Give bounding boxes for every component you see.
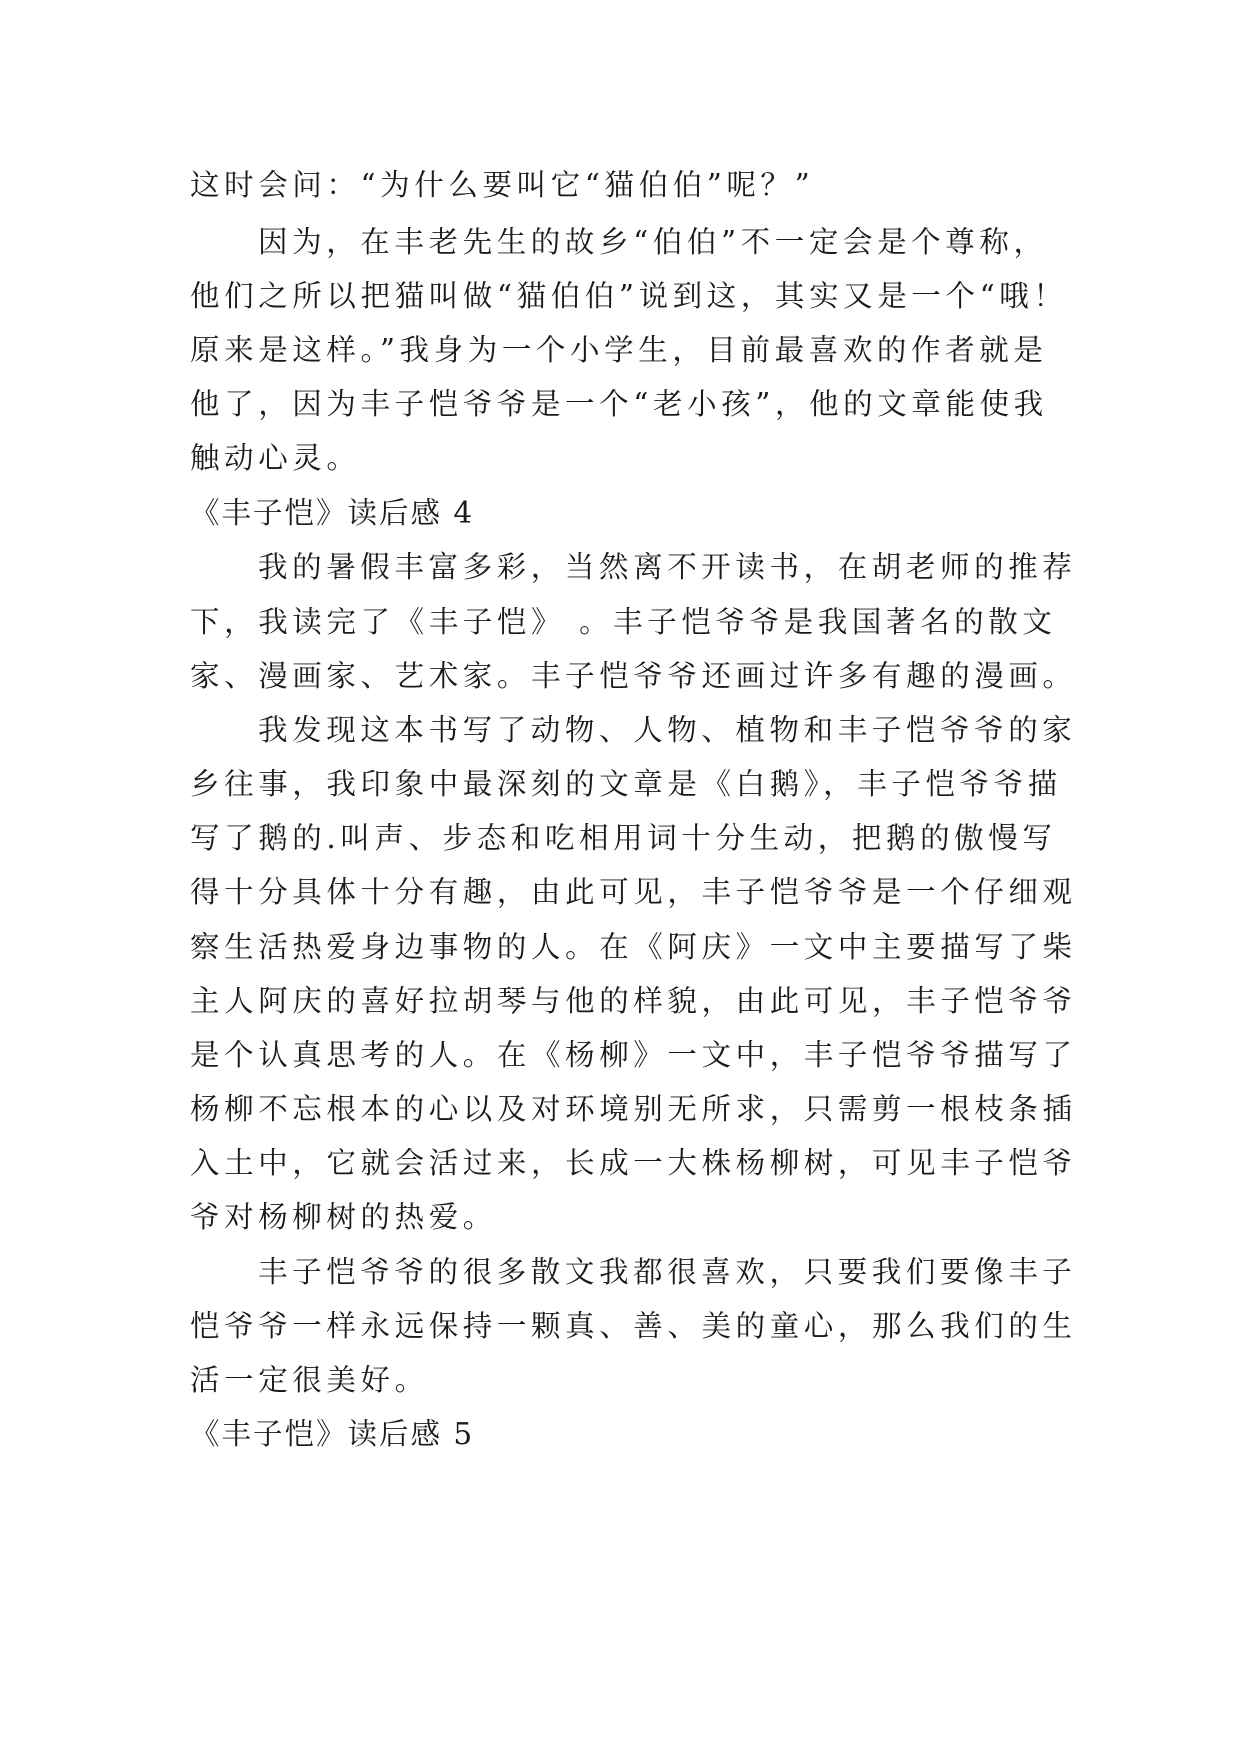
paragraph-line: 爷对杨柳树的热爱。 <box>190 1200 497 1234</box>
paragraph-line: 他们之所以把猫叫做“猫伯伯”说到这，其实又是一个“哦！ <box>190 279 1068 313</box>
paragraph-line: 他了，因为丰子恺爷爷是一个“老小孩”，他的文章能使我 <box>190 387 1048 421</box>
paragraph-line: 得十分具体十分有趣，由此可见，丰子恺爷爷是一个仔细观 <box>190 875 1077 909</box>
paragraph-line: 恺爷爷一样永远保持一颗真、善、美的童心，那么我们的生 <box>190 1309 1077 1343</box>
paragraph-line: 下，我读完了《丰子恺》 。丰子恺爷爷是我国著名的散文 <box>190 605 1057 639</box>
paragraph-line: 触动心灵。 <box>190 441 361 475</box>
paragraph-line: 原来是这样。”我身为一个小学生，目前最喜欢的作者就是 <box>190 333 1048 367</box>
paragraph-line: 察生活热爱身边事物的人。在《阿庆》一文中主要描写了柴 <box>190 930 1077 964</box>
paragraph-line: 活一定很美好。 <box>190 1363 429 1397</box>
paragraph-line: 入土中，它就会活过来，长成一大株杨柳树，可见丰子恺爷 <box>190 1146 1077 1180</box>
paragraph-line: 乡往事，我印象中最深刻的文章是《白鹅》，丰子恺爷爷描 <box>190 767 1062 801</box>
paragraph-line: 写了鹅的.叫声、步态和吃相用词十分生动，把鹅的傲慢写 <box>190 821 1057 855</box>
paragraph-line: 这时会问：“为什么要叫它“猫伯伯”呢？” <box>190 168 815 202</box>
section-heading: 《丰子恺》读后感 4 <box>190 496 475 530</box>
paragraph-line: 我的暑假丰富多彩，当然离不开读书，在胡老师的推荐 <box>258 550 1077 584</box>
paragraph-line: 主人阿庆的喜好拉胡琴与他的样貌，由此可见，丰子恺爷爷 <box>190 984 1077 1018</box>
paragraph-line: 是个认真思考的人。在《杨柳》一文中，丰子恺爷爷描写了 <box>190 1038 1077 1072</box>
section-heading: 《丰子恺》读后感 5 <box>190 1417 475 1451</box>
paragraph-line: 杨柳不忘根本的心以及对环境别无所求，只需剪一根枝条插 <box>190 1092 1077 1126</box>
paragraph-line: 因为，在丰老先生的故乡“伯伯”不一定会是个尊称， <box>258 225 1048 259</box>
paragraph-line: 家、漫画家、艺术家。丰子恺爷爷还画过许多有趣的漫画。 <box>190 659 1077 693</box>
paragraph-line: 我发现这本书写了动物、人物、植物和丰子恺爷爷的家 <box>258 713 1077 747</box>
paragraph-line: 丰子恺爷爷的很多散文我都很喜欢，只要我们要像丰子 <box>258 1255 1077 1289</box>
